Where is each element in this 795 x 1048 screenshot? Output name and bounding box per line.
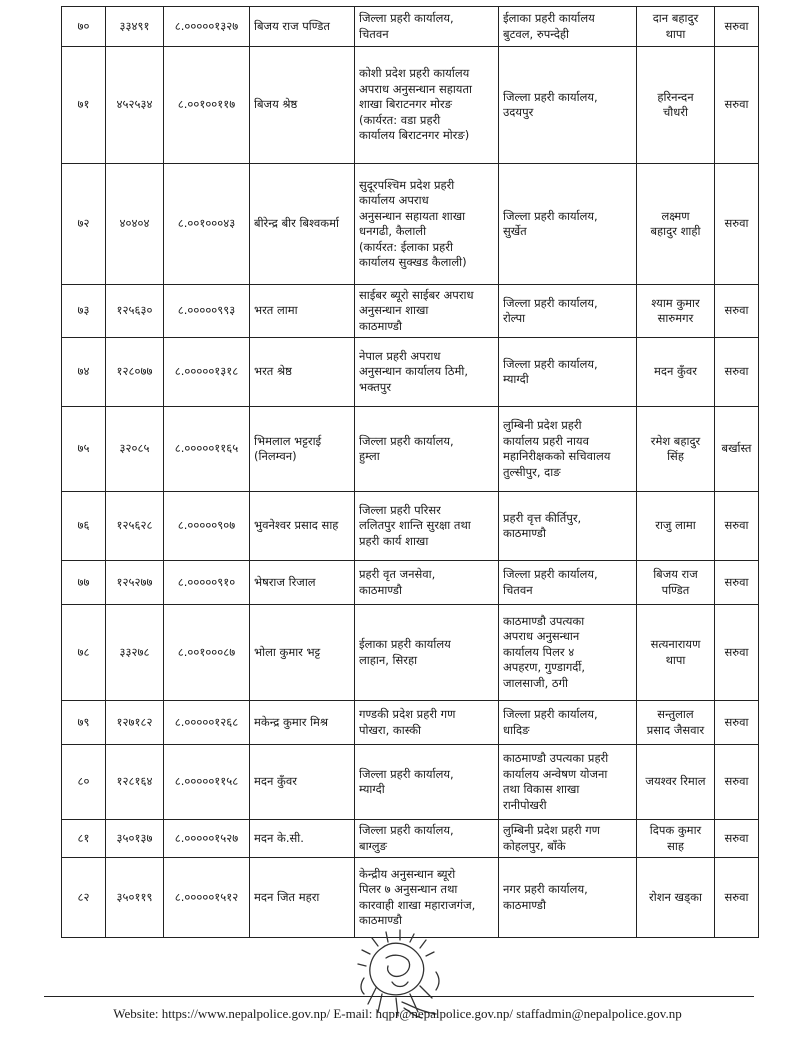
remark-cell: बर्खास्त xyxy=(715,407,759,492)
cell-line: कार्यालय सुक्खड कैलाली) xyxy=(359,255,467,269)
cell-line: (कार्यरत: वडा प्रहरी xyxy=(359,112,441,127)
police-id-cell: ३३४९१ xyxy=(106,7,164,47)
table-row xyxy=(62,285,759,338)
cell-line: लुम्बिनी प्रदेश प्रहरी गण xyxy=(503,823,600,837)
cell-line: चितवन xyxy=(503,582,533,597)
current-office-cell xyxy=(355,285,499,338)
cell-line: प्रसाद जैसवार xyxy=(646,722,705,737)
cell-line: रोल्पा xyxy=(503,311,526,325)
transfer-table xyxy=(61,6,759,938)
cell-line: तथा विकास शाखा xyxy=(503,782,580,796)
code-number-cell: ८.०००००९९३ xyxy=(164,285,250,338)
transfer-office-cell xyxy=(499,701,637,745)
cell-line: बिजय राज पण्डित xyxy=(254,18,330,33)
serial-number-cell: ७४ xyxy=(62,338,106,407)
code-number-cell: ८.०००००१३२७ xyxy=(164,7,250,47)
cell-line: म्याग्दी xyxy=(503,372,529,386)
transfer-office-cell xyxy=(499,492,637,561)
remark-cell: सरुवा xyxy=(715,561,759,605)
police-id-cell: ३५०१३७ xyxy=(106,820,164,858)
cell-line: जिल्ला प्रहरी कार्यालय, xyxy=(503,707,598,721)
cell-line: कार्यालय अपराध xyxy=(359,193,429,207)
employee-name-cell xyxy=(250,47,355,164)
current-office-cell xyxy=(355,820,499,858)
employee-name-cell xyxy=(250,492,355,561)
cell-line: दिपक कुमार xyxy=(649,823,702,837)
cell-line: काठमाण्डौ उपत्यका xyxy=(503,613,585,628)
cell-line: अपहरण, गुण्डागर्दी, xyxy=(503,660,586,675)
cell-line: काठमाण्डौ xyxy=(503,526,546,540)
current-office-cell xyxy=(355,858,499,938)
cell-line: (निलम्वन) xyxy=(254,449,297,463)
cell-line: जयश्वर रिमाल xyxy=(645,774,706,789)
police-id-cell: १२५६३० xyxy=(106,285,164,338)
cell-line: चौधरी xyxy=(662,105,689,119)
cell-line: कार्यालय पिलर ४ xyxy=(503,644,575,659)
remark-cell: सरुवा xyxy=(715,164,759,285)
replacement-name-cell xyxy=(637,7,715,47)
cell-line: काठमाण्डौ xyxy=(503,897,546,912)
transfer-office-cell xyxy=(499,407,637,492)
cell-line: भुवनेश्वर प्रसाद साह xyxy=(254,518,339,533)
serial-number-cell: ७३ xyxy=(62,285,106,338)
cell-line: अनुसन्धान कार्यालय ठिमी, xyxy=(359,364,468,379)
cell-line: जिल्ला प्रहरी कार्यालय, xyxy=(359,11,454,25)
transfer-office-cell xyxy=(499,7,637,47)
code-number-cell: ८.००१०००८७ xyxy=(164,605,250,701)
table-row xyxy=(62,820,759,858)
cell-line: प्रहरी वृत जनसेवा, xyxy=(359,567,436,581)
current-office-cell xyxy=(355,164,499,285)
cell-line: जिल्ला प्रहरी कार्यालय, xyxy=(359,433,454,448)
cell-line: सुर्खेत xyxy=(503,224,527,238)
cell-line: जिल्ला प्रहरी कार्यालय, xyxy=(503,295,598,310)
cell-line: जिल्ला प्रहरी परिसर xyxy=(359,502,441,517)
current-office-cell xyxy=(355,492,499,561)
cell-line: कार्यालय अन्वेषण योजना xyxy=(503,766,608,781)
replacement-name-cell xyxy=(637,407,715,492)
employee-name-cell xyxy=(250,820,355,858)
replacement-name-cell xyxy=(637,285,715,338)
cell-line: महानिरीक्षकको सचिवालय xyxy=(503,449,611,463)
transfer-office-cell xyxy=(499,338,637,407)
cell-line: थापा xyxy=(665,652,686,667)
table-row xyxy=(62,7,759,47)
cell-line: रमेश बहादुर xyxy=(650,433,701,448)
cell-line: कार्यालय प्रहरी नायव xyxy=(503,433,589,448)
cell-line: साह xyxy=(667,838,684,853)
cell-line: काठमाण्डौ xyxy=(359,582,402,597)
remark-cell: सरुवा xyxy=(715,745,759,820)
transfer-office-cell xyxy=(499,605,637,701)
cell-line: धादिङ xyxy=(503,722,530,737)
remark-cell: सरुवा xyxy=(715,492,759,561)
remark-cell: सरुवा xyxy=(715,7,759,47)
code-number-cell: ८.०००००९१० xyxy=(164,561,250,605)
employee-name-cell xyxy=(250,858,355,938)
serial-number-cell: ८१ xyxy=(62,820,106,858)
transfer-office-cell xyxy=(499,745,637,820)
serial-number-cell: ७१ xyxy=(62,47,106,164)
cell-line: लक्ष्मण xyxy=(661,208,690,223)
cell-line: सिंह xyxy=(667,449,684,463)
cell-line: पोखरा, कास्की xyxy=(359,722,422,737)
cell-line: अनुसन्धान शाखा xyxy=(359,303,429,318)
cell-line: ईलाका प्रहरी कार्यालय xyxy=(503,11,595,25)
cell-line: मदन कुँवर xyxy=(254,774,297,789)
cell-line: ललितपुर शान्ति सुरक्षा तथा xyxy=(359,518,471,533)
cell-line: श्याम कुमार xyxy=(651,295,700,310)
cell-line: दान बहादुर xyxy=(652,11,699,25)
cell-line: जिल्ला प्रहरी कार्यालय, xyxy=(503,89,598,104)
police-id-cell: १२८०७७ xyxy=(106,338,164,407)
transfer-office-cell xyxy=(499,820,637,858)
table-row xyxy=(62,407,759,492)
cell-line: गण्डकी प्रदेश प्रहरी गण xyxy=(359,707,456,721)
police-id-cell: ४०४०४ xyxy=(106,164,164,285)
remark-cell: सरुवा xyxy=(715,701,759,745)
cell-line: नगर प्रहरी कार्यालय, xyxy=(503,882,588,896)
cell-line: रोशन खड्का xyxy=(649,889,702,904)
cell-line: बाग्लुङ xyxy=(359,838,387,853)
cell-line: हुम्ला xyxy=(359,449,380,463)
cell-line: बीरेन्द्र बीर बिश्वकर्मा xyxy=(254,216,339,231)
table-row xyxy=(62,338,759,407)
cell-line: बुटवल, रुपन्देही xyxy=(503,26,570,41)
current-office-cell xyxy=(355,47,499,164)
cell-line: कोशी प्रदेश प्रहरी कार्यालय xyxy=(359,66,470,81)
serial-number-cell: ७६ xyxy=(62,492,106,561)
current-office-cell xyxy=(355,701,499,745)
cell-line: भरत श्रेष्ठ xyxy=(254,364,292,379)
table-row xyxy=(62,47,759,164)
transfer-office-cell xyxy=(499,47,637,164)
cell-line: भोला कुमार भट्ट xyxy=(254,644,321,659)
cell-line: बिजय श्रेष्ठ xyxy=(254,97,298,112)
cell-line: पिलर ७ अनुसन्धान तथा xyxy=(359,882,458,896)
replacement-name-cell xyxy=(637,745,715,820)
code-number-cell: ८.००१००११७ xyxy=(164,47,250,164)
cell-line: प्रहरी वृत्त कीर्तिपुर, xyxy=(503,510,582,525)
current-office-cell xyxy=(355,561,499,605)
remark-cell: सरुवा xyxy=(715,820,759,858)
replacement-name-cell xyxy=(637,605,715,701)
code-number-cell: ८.०००००९०७ xyxy=(164,492,250,561)
remark-cell: सरुवा xyxy=(715,285,759,338)
cell-line: मदन जित महरा xyxy=(254,889,320,904)
employee-name-cell xyxy=(250,285,355,338)
remark-cell: सरुवा xyxy=(715,47,759,164)
table-row xyxy=(62,605,759,701)
cell-line: अपराध अनुसन्धान xyxy=(503,629,580,644)
current-office-cell xyxy=(355,407,499,492)
cell-line: भेषराज रिजाल xyxy=(254,574,316,589)
police-id-cell: ३५०११९ xyxy=(106,858,164,938)
cell-line: जिल्ला प्रहरी कार्यालय, xyxy=(503,567,598,581)
replacement-name-cell xyxy=(637,492,715,561)
code-number-cell: ८.०००००११५८ xyxy=(164,745,250,820)
code-number-cell: ८.०००००१५२७ xyxy=(164,820,250,858)
employee-name-cell xyxy=(250,701,355,745)
cell-line: बिजय राज xyxy=(653,567,698,581)
cell-line: सत्यनारायण xyxy=(650,637,701,651)
cell-line: अनुसन्धान सहायता शाखा xyxy=(359,208,466,223)
current-office-cell xyxy=(355,605,499,701)
replacement-name-cell xyxy=(637,820,715,858)
employee-name-cell xyxy=(250,407,355,492)
serial-number-cell: ७९ xyxy=(62,701,106,745)
replacement-name-cell xyxy=(637,561,715,605)
footer-divider xyxy=(44,996,754,997)
cell-line: जिल्ला प्रहरी कार्यालय, xyxy=(359,823,454,837)
table-row xyxy=(62,492,759,561)
code-number-cell: ८.००१०००४३ xyxy=(164,164,250,285)
remark-cell: सरुवा xyxy=(715,605,759,701)
cell-line: कारवाही शाखा महाराजगंज, xyxy=(359,897,476,912)
code-number-cell: ८.०००००१२६८ xyxy=(164,701,250,745)
cell-line: केन्द्रीय अनुसन्धान ब्यूरो xyxy=(359,866,456,881)
cell-line: म्याग्दी xyxy=(359,782,385,796)
cell-line: (कार्यरत: ईलाका प्रहरी xyxy=(359,239,453,254)
cell-line: मकेन्द्र कुमार मिश्र xyxy=(254,714,329,729)
cell-line: कोहलपुर, बाँके xyxy=(503,838,566,853)
cell-line: काठमाण्डौ xyxy=(359,318,402,333)
cell-line: काठमाण्डौ उपत्यका प्रहरी xyxy=(503,751,609,765)
police-id-cell: १२७१८२ xyxy=(106,701,164,745)
code-number-cell: ८.०००००११६५ xyxy=(164,407,250,492)
cell-line: जिल्ला प्रहरी कार्यालय, xyxy=(503,208,598,223)
footer-contact: Website: https://www.nepalpolice.gov.np/ E-mail: hqpr@nepalpolice.gov.np/ staffadmin@nepalpolice.gov.np xyxy=(113,1006,682,1021)
serial-number-cell: ७७ xyxy=(62,561,106,605)
cell-line: भरत लामा xyxy=(254,303,298,318)
cell-line: साईबर ब्यूरो साईबर अपराध xyxy=(359,287,474,302)
table-row xyxy=(62,858,759,938)
cell-line: उदयपुर xyxy=(503,105,534,119)
cell-line: लाहान, सिरहा xyxy=(359,652,418,667)
replacement-name-cell xyxy=(637,164,715,285)
cell-line: शाखा बिराटनगर मोरङ xyxy=(359,97,452,112)
cell-line: बहादुर शाही xyxy=(650,224,701,238)
employee-name-cell xyxy=(250,561,355,605)
replacement-name-cell xyxy=(637,701,715,745)
cell-line: काठमाण्डौ xyxy=(359,913,402,927)
cell-line: ईलाका प्रहरी कार्यालय xyxy=(359,637,451,651)
code-number-cell: ८.०००००१३१८ xyxy=(164,338,250,407)
police-id-cell: १२५२७७ xyxy=(106,561,164,605)
cell-line: नेपाल प्रहरी अपराध xyxy=(359,348,441,363)
cell-line: भक्तपुर xyxy=(359,379,392,394)
replacement-name-cell xyxy=(637,858,715,938)
cell-line: जालसाजी, ठगी xyxy=(503,675,569,690)
transfer-office-cell xyxy=(499,561,637,605)
table-row xyxy=(62,561,759,605)
cell-line: सुदूरपश्चिम प्रदेश प्रहरी xyxy=(359,177,455,192)
serial-number-cell: ७८ xyxy=(62,605,106,701)
cell-line: प्रहरी कार्य शाखा xyxy=(359,533,429,548)
employee-name-cell xyxy=(250,338,355,407)
cell-line: धनगढी, कैलाली xyxy=(359,224,427,238)
cell-line: मदन कुँवर xyxy=(654,364,697,379)
employee-name-cell xyxy=(250,7,355,47)
cell-line: कार्यालय बिराटनगर मोरङ) xyxy=(359,128,470,143)
cell-line: भिमलाल भट्टराई xyxy=(254,433,322,448)
cell-line: तुल्सीपुर, दाङ xyxy=(503,464,561,479)
replacement-name-cell xyxy=(637,338,715,407)
remark-cell: सरुवा xyxy=(715,338,759,407)
table-row xyxy=(62,164,759,285)
police-id-cell: ३३२७८ xyxy=(106,605,164,701)
employee-name-cell xyxy=(250,605,355,701)
current-office-cell xyxy=(355,7,499,47)
cell-line: लुम्बिनी प्रदेश प्रहरी xyxy=(503,418,582,432)
serial-number-cell: ८२ xyxy=(62,858,106,938)
current-office-cell xyxy=(355,745,499,820)
cell-line: चितवन xyxy=(359,26,389,41)
employee-name-cell xyxy=(250,745,355,820)
cell-line: सारुमगर xyxy=(657,311,694,325)
transfer-office-cell xyxy=(499,858,637,938)
current-office-cell xyxy=(355,338,499,407)
cell-line: राजु लामा xyxy=(655,518,696,533)
table-row xyxy=(62,701,759,745)
police-id-cell: ४५२५३४ xyxy=(106,47,164,164)
cell-line: थापा xyxy=(665,26,686,41)
transfer-table-body xyxy=(62,7,759,938)
serial-number-cell: ८० xyxy=(62,745,106,820)
serial-number-cell: ७० xyxy=(62,7,106,47)
police-id-cell: १२८१६४ xyxy=(106,745,164,820)
cell-line: अपराध अनुसन्धान सहायता xyxy=(359,81,473,96)
transfer-office-cell xyxy=(499,164,637,285)
remark-cell: सरुवा xyxy=(715,858,759,938)
code-number-cell: ८.०००००१५१२ xyxy=(164,858,250,938)
police-id-cell: ३२०८५ xyxy=(106,407,164,492)
serial-number-cell: ७२ xyxy=(62,164,106,285)
cell-line: हरिनन्दन xyxy=(657,89,694,104)
cell-line: जिल्ला प्रहरी कार्यालय, xyxy=(503,356,598,371)
table-row xyxy=(62,745,759,820)
police-id-cell: १२५६२८ xyxy=(106,492,164,561)
transfer-office-cell xyxy=(499,285,637,338)
replacement-name-cell xyxy=(637,47,715,164)
cell-line: मदन के.सी. xyxy=(254,830,304,845)
cell-line: जिल्ला प्रहरी कार्यालय, xyxy=(359,766,454,781)
employee-name-cell xyxy=(250,164,355,285)
serial-number-cell: ७५ xyxy=(62,407,106,492)
cell-line: सन्तुलाल xyxy=(657,707,694,721)
cell-line: रानीपोखरी xyxy=(503,797,547,812)
cell-line: पण्डित xyxy=(661,582,690,597)
